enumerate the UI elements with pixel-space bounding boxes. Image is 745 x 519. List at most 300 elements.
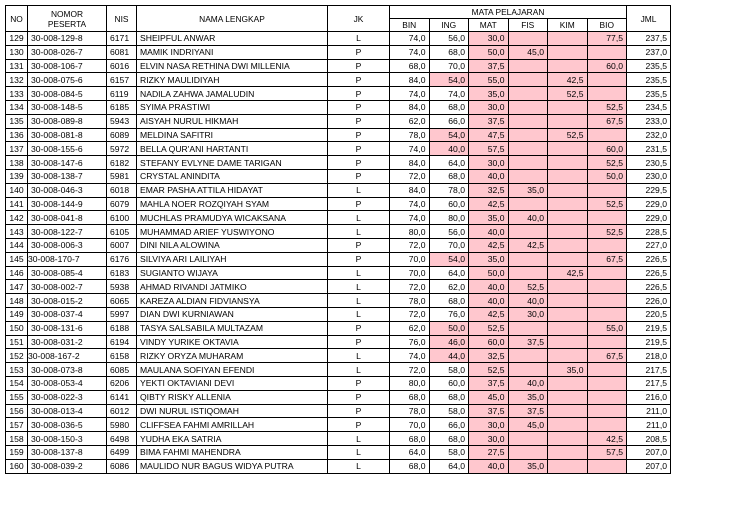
header-subject-bio: BIO (587, 19, 627, 32)
table-row (6, 59, 671, 73)
cell-bin: 62,0 (390, 321, 430, 335)
cell-mat: 37,5 (469, 114, 509, 128)
cell-bio (587, 211, 627, 225)
cell-kim (548, 459, 588, 473)
cell-bio (587, 183, 627, 197)
cell-bio: 57,5 (587, 445, 627, 459)
cell-no: 158 (6, 432, 28, 446)
table-row (6, 280, 671, 294)
cell-jml: 229,0 (627, 197, 671, 211)
cell-jk: P (328, 128, 390, 142)
cell-bio (587, 376, 627, 390)
cell-nomor-peserta: 30-008-039-2 (28, 459, 107, 473)
header-jk: JK (328, 6, 390, 32)
cell-bio (587, 459, 627, 473)
table-row (6, 432, 671, 446)
cell-nis: 6100 (107, 211, 137, 225)
cell-fis (508, 252, 548, 266)
cell-jml: 226,5 (627, 266, 671, 280)
cell-jml: 226,0 (627, 294, 671, 308)
header-mata-pelajaran: MATA PELAJARAN (390, 6, 627, 19)
header-no: NO (6, 6, 28, 32)
cell-fis (508, 87, 548, 101)
table-row (6, 363, 671, 377)
cell-nomor-peserta: 30-008-036-5 (28, 418, 107, 432)
cell-jml: 234,5 (627, 100, 671, 114)
cell-bio: 55,0 (587, 321, 627, 335)
cell-nis: 5972 (107, 142, 137, 156)
cell-jk: P (328, 404, 390, 418)
cell-jml: 230,5 (627, 156, 671, 170)
cell-nis: 6105 (107, 225, 137, 239)
cell-no: 130 (6, 45, 28, 59)
cell-kim (548, 432, 588, 446)
cell-fis: 52,5 (508, 280, 548, 294)
cell-nomor-peserta: 30-008-129-8 (28, 32, 107, 46)
table-row (6, 321, 671, 335)
cell-nomor-peserta: 30-008-137-8 (28, 445, 107, 459)
cell-ing: 56,0 (429, 225, 469, 239)
cell-kim (548, 307, 588, 321)
cell-no: 140 (6, 183, 28, 197)
table-row (6, 73, 671, 87)
cell-kim (548, 225, 588, 239)
header-jml: JML (627, 6, 671, 32)
cell-nama: YUDHA EKA SATRIA (137, 432, 328, 446)
table-row (6, 307, 671, 321)
cell-bio (587, 390, 627, 404)
cell-bio: 67,5 (587, 114, 627, 128)
cell-bio: 67,5 (587, 349, 627, 363)
cell-kim (548, 376, 588, 390)
cell-ing: 68,0 (429, 100, 469, 114)
cell-kim (548, 349, 588, 363)
cell-jk: L (328, 445, 390, 459)
cell-nomor-peserta: 30-008-144-9 (28, 197, 107, 211)
cell-nis: 6016 (107, 59, 137, 73)
cell-ing: 58,0 (429, 363, 469, 377)
cell-nomor-peserta: 30-008-106-7 (28, 59, 107, 73)
cell-nis: 6171 (107, 32, 137, 46)
cell-ing: 54,0 (429, 128, 469, 142)
cell-bio: 60,0 (587, 59, 627, 73)
cell-fis: 40,0 (508, 376, 548, 390)
cell-no: 137 (6, 142, 28, 156)
cell-bin: 74,0 (390, 87, 430, 101)
cell-bio (587, 335, 627, 349)
cell-jk: P (328, 156, 390, 170)
cell-jml: 218,0 (627, 349, 671, 363)
cell-fis: 45,0 (508, 418, 548, 432)
cell-fis (508, 128, 548, 142)
cell-nomor-peserta: 30-008-031-2 (28, 335, 107, 349)
cell-ing: 58,0 (429, 404, 469, 418)
cell-ing: 68,0 (429, 390, 469, 404)
table-row (6, 114, 671, 128)
cell-nis: 6065 (107, 294, 137, 308)
table-row (6, 45, 671, 59)
cell-mat: 32,5 (469, 183, 509, 197)
cell-fis: 35,0 (508, 390, 548, 404)
cell-bin: 74,0 (390, 142, 430, 156)
cell-nis: 5943 (107, 114, 137, 128)
cell-bin: 64,0 (390, 445, 430, 459)
table-row (6, 376, 671, 390)
cell-mat: 37,5 (469, 59, 509, 73)
cell-nis: 6007 (107, 238, 137, 252)
cell-bin: 74,0 (390, 45, 430, 59)
cell-nis: 6119 (107, 87, 137, 101)
cell-jk: P (328, 59, 390, 73)
cell-bin: 70,0 (390, 252, 430, 266)
cell-kim (548, 142, 588, 156)
table-row (6, 266, 671, 280)
cell-jml: 226,5 (627, 280, 671, 294)
cell-jml: 229,5 (627, 183, 671, 197)
cell-ing: 66,0 (429, 418, 469, 432)
cell-no: 136 (6, 128, 28, 142)
cell-jml: 219,5 (627, 335, 671, 349)
cell-no: 154 (6, 376, 28, 390)
cell-nomor-peserta: 30-008-026-7 (28, 45, 107, 59)
cell-bio: 42,5 (587, 432, 627, 446)
header-subject-fis: FIS (508, 19, 548, 32)
cell-bio (587, 280, 627, 294)
cell-no: 135 (6, 114, 28, 128)
cell-ing: 58,0 (429, 445, 469, 459)
cell-fis (508, 32, 548, 46)
cell-kim (548, 169, 588, 183)
cell-jml: 217,5 (627, 363, 671, 377)
cell-jk: P (328, 197, 390, 211)
cell-ing: 68,0 (429, 45, 469, 59)
cell-jk: L (328, 349, 390, 363)
cell-nomor-peserta: 30-008-002-7 (28, 280, 107, 294)
cell-nis: 6188 (107, 321, 137, 335)
cell-nama: BIMA FAHMI MAHENDRA (137, 445, 328, 459)
cell-bin: 76,0 (390, 335, 430, 349)
table-row (6, 252, 671, 266)
cell-bin: 72,0 (390, 169, 430, 183)
cell-nis: 6498 (107, 432, 137, 446)
cell-ing: 54,0 (429, 73, 469, 87)
cell-no: 147 (6, 280, 28, 294)
cell-nis: 6499 (107, 445, 137, 459)
cell-ing: 70,0 (429, 238, 469, 252)
table-body (6, 32, 671, 474)
cell-jml: 226,5 (627, 252, 671, 266)
cell-fis (508, 445, 548, 459)
cell-fis (508, 363, 548, 377)
table-header (6, 6, 671, 32)
cell-nomor-peserta: 30-008-075-6 (28, 73, 107, 87)
cell-ing: 46,0 (429, 335, 469, 349)
cell-nama: MUHAMMAD ARIEF YUSWIYONO (137, 225, 328, 239)
table-row (6, 390, 671, 404)
scores-table (5, 5, 671, 474)
cell-jk: L (328, 307, 390, 321)
table-row (6, 294, 671, 308)
cell-fis: 35,0 (508, 183, 548, 197)
cell-nomor-peserta: 30-008-046-3 (28, 183, 107, 197)
cell-fis: 45,0 (508, 45, 548, 59)
cell-kim (548, 335, 588, 349)
cell-nama: AHMAD RIVANDI JATMIKO (137, 280, 328, 294)
cell-bin: 80,0 (390, 376, 430, 390)
cell-nomor-peserta: 30-008-148-5 (28, 100, 107, 114)
cell-nama: MAULIDO NUR BAGUS WIDYA PUTRA (137, 459, 328, 473)
cell-kim (548, 418, 588, 432)
cell-bin: 72,0 (390, 363, 430, 377)
cell-fis (508, 266, 548, 280)
cell-bio (587, 73, 627, 87)
cell-jml: 229,0 (627, 211, 671, 225)
cell-nis: 6194 (107, 335, 137, 349)
cell-fis: 37,5 (508, 335, 548, 349)
cell-kim (548, 445, 588, 459)
cell-kim (548, 156, 588, 170)
cell-nomor-peserta: 30-008-084-5 (28, 87, 107, 101)
cell-nama: TASYA SALSABILA MULTAZAM (137, 321, 328, 335)
cell-no: 138 (6, 156, 28, 170)
cell-bio (587, 307, 627, 321)
cell-mat: 35,0 (469, 211, 509, 225)
table-row (6, 335, 671, 349)
cell-fis: 37,5 (508, 404, 548, 418)
cell-mat: 55,0 (469, 73, 509, 87)
cell-nis: 6089 (107, 128, 137, 142)
cell-mat: 40,0 (469, 169, 509, 183)
cell-nis: 6157 (107, 73, 137, 87)
cell-mat: 30,0 (469, 156, 509, 170)
cell-mat: 35,0 (469, 87, 509, 101)
cell-ing: 64,0 (429, 266, 469, 280)
cell-jk: P (328, 335, 390, 349)
cell-fis (508, 59, 548, 73)
cell-mat: 30,0 (469, 100, 509, 114)
score-sheet (5, 5, 671, 474)
cell-nama: RIZKY MAULIDIYAH (137, 73, 328, 87)
cell-mat: 27,5 (469, 445, 509, 459)
cell-ing: 60,0 (429, 376, 469, 390)
cell-mat: 42,5 (469, 238, 509, 252)
cell-mat: 37,5 (469, 376, 509, 390)
cell-bin: 72,0 (390, 238, 430, 252)
cell-mat: 35,0 (469, 252, 509, 266)
cell-nis: 5981 (107, 169, 137, 183)
cell-fis: 42,5 (508, 238, 548, 252)
cell-bin: 70,0 (390, 266, 430, 280)
cell-bio (587, 418, 627, 432)
cell-no: 131 (6, 59, 28, 73)
cell-no: 155 (6, 390, 28, 404)
cell-bin: 68,0 (390, 59, 430, 73)
cell-mat: 52,5 (469, 321, 509, 335)
cell-mat: 57,5 (469, 142, 509, 156)
cell-jk: P (328, 418, 390, 432)
cell-nama: ELVIN NASA RETHINA DWI MILLENIA (137, 59, 328, 73)
header-subject-ing: ING (429, 19, 469, 32)
cell-mat: 40,0 (469, 459, 509, 473)
cell-bin: 68,0 (390, 459, 430, 473)
cell-jml: 232,0 (627, 128, 671, 142)
cell-nis: 6206 (107, 376, 137, 390)
table-row (6, 238, 671, 252)
cell-jk: P (328, 114, 390, 128)
cell-mat: 60,0 (469, 335, 509, 349)
cell-nis: 6079 (107, 197, 137, 211)
cell-nomor-peserta: 30-008-081-8 (28, 128, 107, 142)
cell-bin: 78,0 (390, 294, 430, 308)
cell-jml: 235,5 (627, 73, 671, 87)
cell-nama: MAMIK INDRIYANI (137, 45, 328, 59)
cell-no: 146 (6, 266, 28, 280)
cell-kim: 42,5 (548, 73, 588, 87)
cell-bin: 74,0 (390, 211, 430, 225)
table-row (6, 100, 671, 114)
cell-nis: 5997 (107, 307, 137, 321)
table-row (6, 32, 671, 46)
cell-kim (548, 32, 588, 46)
cell-kim (548, 404, 588, 418)
cell-fis (508, 225, 548, 239)
cell-nama: QIBTY RISKY ALLENIA (137, 390, 328, 404)
cell-jml: 220,5 (627, 307, 671, 321)
cell-ing: 40,0 (429, 142, 469, 156)
cell-no: 150 (6, 321, 28, 335)
cell-jml: 208,5 (627, 432, 671, 446)
cell-jk: P (328, 390, 390, 404)
cell-fis (508, 321, 548, 335)
cell-jk: L (328, 280, 390, 294)
cell-bin: 78,0 (390, 404, 430, 418)
cell-bin: 74,0 (390, 349, 430, 363)
cell-bin: 62,0 (390, 114, 430, 128)
cell-fis: 40,0 (508, 294, 548, 308)
cell-jk: P (328, 45, 390, 59)
cell-no: 144 (6, 238, 28, 252)
cell-bio: 52,5 (587, 197, 627, 211)
cell-ing: 64,0 (429, 459, 469, 473)
cell-bin: 74,0 (390, 197, 430, 211)
cell-no: 157 (6, 418, 28, 432)
cell-no: 148 (6, 294, 28, 308)
cell-no: 132 (6, 73, 28, 87)
cell-bio (587, 294, 627, 308)
cell-nama: STEFANY EVLYNE DAME TARIGAN (137, 156, 328, 170)
cell-nomor-peserta: 30-008-138-7 (28, 169, 107, 183)
cell-nama: DIAN DWI KURNIAWAN (137, 307, 328, 321)
table-row (6, 142, 671, 156)
cell-nis: 5938 (107, 280, 137, 294)
cell-jk: L (328, 459, 390, 473)
cell-bin: 78,0 (390, 128, 430, 142)
cell-nama: KAREZA ALDIAN FIDVIANSYA (137, 294, 328, 308)
table-row (6, 211, 671, 225)
cell-no: 160 (6, 459, 28, 473)
cell-ing: 70,0 (429, 59, 469, 73)
cell-nomor-peserta: 30-008-085-4 (28, 266, 107, 280)
cell-nomor-peserta: 30-008-131-6 (28, 321, 107, 335)
header-nama-lengkap: NAMA LENGKAP (137, 6, 328, 32)
cell-kim (548, 211, 588, 225)
cell-bin: 72,0 (390, 307, 430, 321)
cell-nis: 6012 (107, 404, 137, 418)
cell-nama: SHEIPFUL ANWAR (137, 32, 328, 46)
cell-bin: 84,0 (390, 100, 430, 114)
cell-fis (508, 197, 548, 211)
cell-mat: 40,0 (469, 294, 509, 308)
cell-fis (508, 349, 548, 363)
cell-nomor-peserta: 30-008-170-7 (28, 252, 107, 266)
cell-nomor-peserta: 30-008-155-6 (28, 142, 107, 156)
cell-kim: 52,5 (548, 128, 588, 142)
cell-jml: 227,0 (627, 238, 671, 252)
cell-jml: 235,5 (627, 59, 671, 73)
cell-fis (508, 114, 548, 128)
cell-nama: AISYAH NURUL HIKMAH (137, 114, 328, 128)
cell-nomor-peserta: 30-008-015-2 (28, 294, 107, 308)
cell-mat: 50,0 (469, 266, 509, 280)
cell-mat: 40,0 (469, 280, 509, 294)
cell-kim: 52,5 (548, 87, 588, 101)
cell-no: 142 (6, 211, 28, 225)
cell-mat: 30,0 (469, 432, 509, 446)
cell-fis (508, 100, 548, 114)
cell-jml: 216,0 (627, 390, 671, 404)
cell-jml: 207,0 (627, 459, 671, 473)
cell-jk: L (328, 294, 390, 308)
cell-jk: L (328, 266, 390, 280)
cell-jk: L (328, 183, 390, 197)
cell-kim (548, 280, 588, 294)
cell-no: 159 (6, 445, 28, 459)
cell-jk: P (328, 321, 390, 335)
cell-bin: 84,0 (390, 156, 430, 170)
cell-no: 133 (6, 87, 28, 101)
cell-nama: MAULANA SOFIYAN EFENDI (137, 363, 328, 377)
table-row (6, 183, 671, 197)
cell-nama: NADILA ZAHWA JAMALUDIN (137, 87, 328, 101)
cell-jk: L (328, 225, 390, 239)
header-subject-mat: MAT (469, 19, 509, 32)
cell-no: 134 (6, 100, 28, 114)
cell-nama: DINI NILA ALOWINA (137, 238, 328, 252)
cell-ing: 50,0 (429, 321, 469, 335)
cell-jk: P (328, 169, 390, 183)
cell-bio: 50,0 (587, 169, 627, 183)
cell-jml: 207,0 (627, 445, 671, 459)
cell-jk: P (328, 142, 390, 156)
cell-nis: 6158 (107, 349, 137, 363)
cell-ing: 68,0 (429, 432, 469, 446)
cell-kim (548, 45, 588, 59)
cell-bio (587, 363, 627, 377)
cell-no: 149 (6, 307, 28, 321)
table-row (6, 459, 671, 473)
cell-mat: 45,0 (469, 390, 509, 404)
cell-jk: P (328, 252, 390, 266)
cell-jk: P (328, 87, 390, 101)
cell-mat: 50,0 (469, 45, 509, 59)
table-row (6, 87, 671, 101)
cell-nama: SILVIYA ARI LAILIYAH (137, 252, 328, 266)
cell-jk: P (328, 73, 390, 87)
cell-nomor-peserta: 30-008-006-3 (28, 238, 107, 252)
cell-nomor-peserta: 30-008-013-4 (28, 404, 107, 418)
cell-bio (587, 87, 627, 101)
cell-kim: 35,0 (548, 363, 588, 377)
